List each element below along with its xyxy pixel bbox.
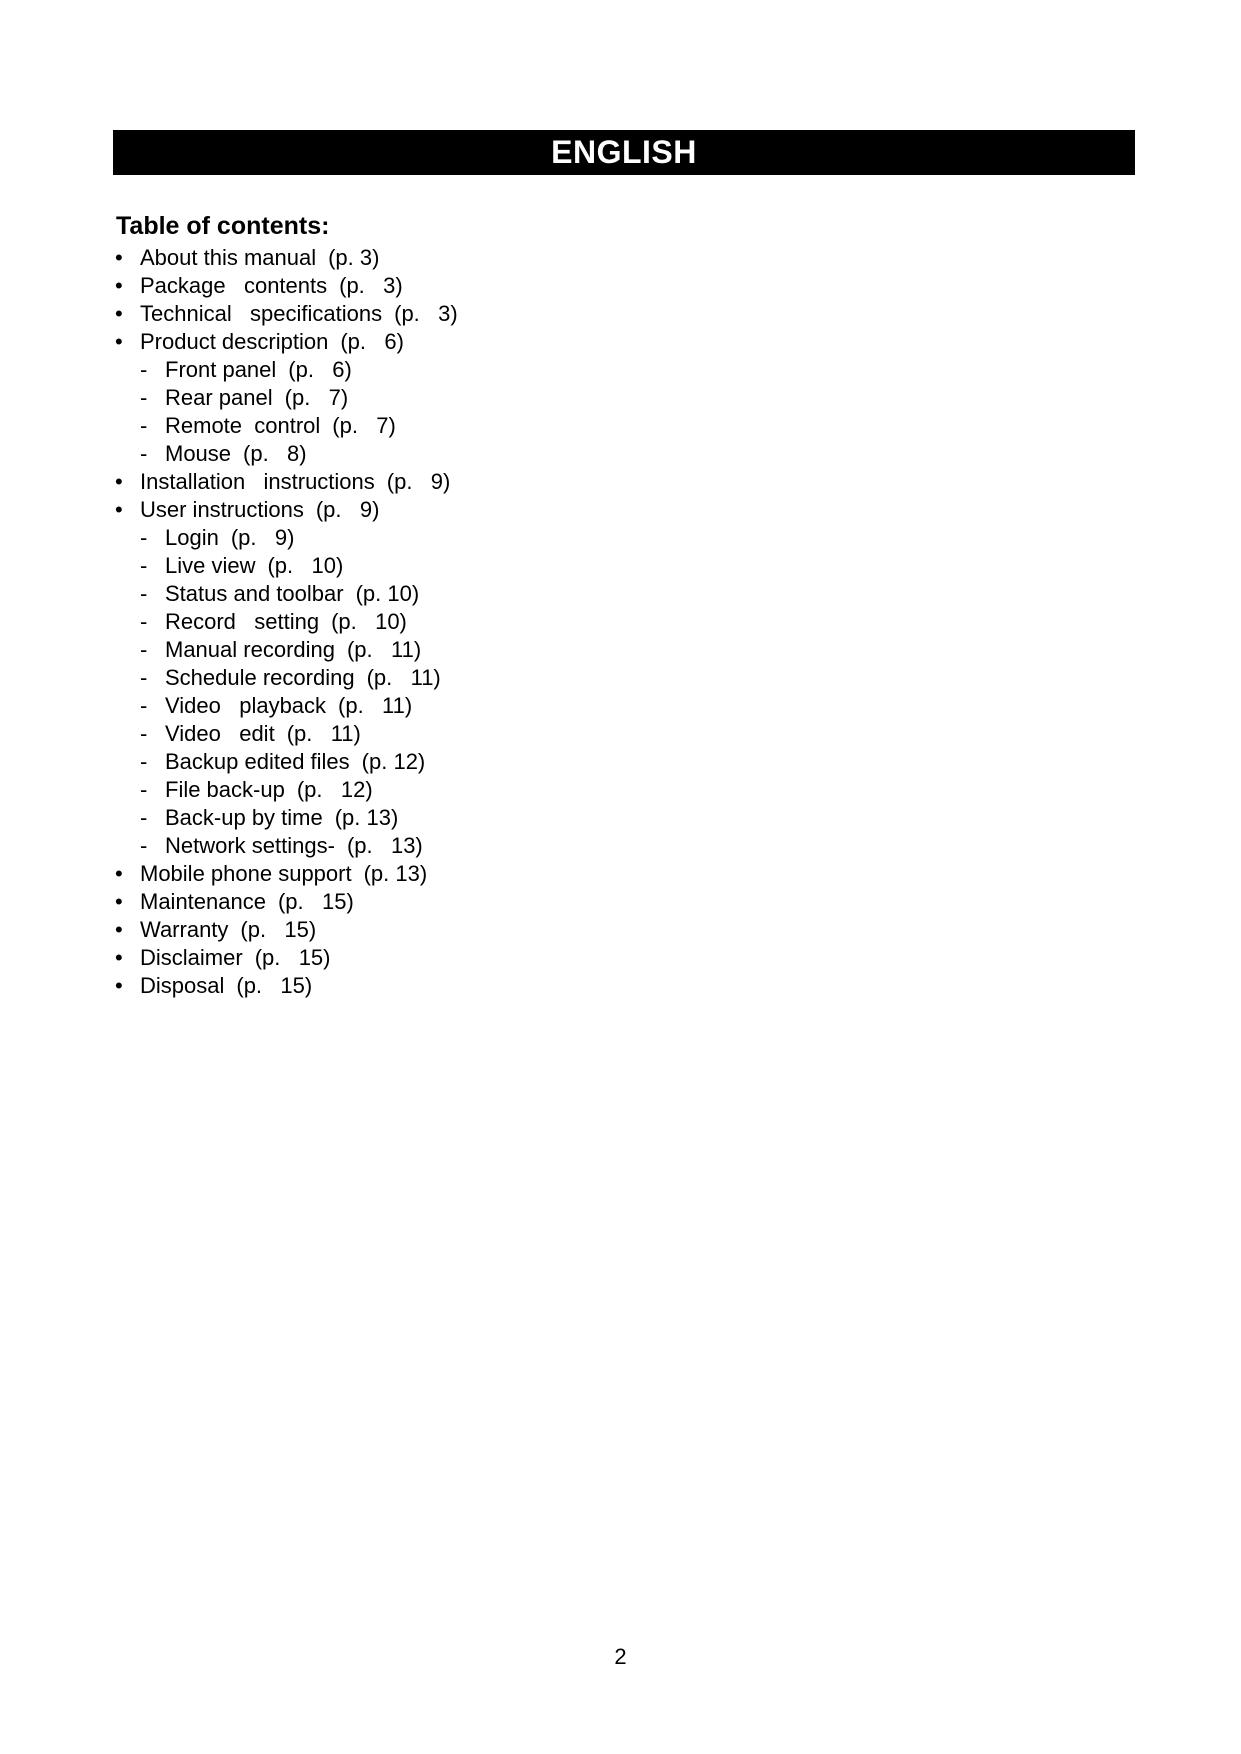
toc-entry-title: Manual recording: [165, 637, 335, 662]
toc-entry-page: (p. 10): [267, 553, 344, 578]
toc-entry-page: (p. 13): [363, 861, 428, 886]
toc-entry-remote-control: [115, 412, 458, 440]
dash-marker: -: [140, 693, 148, 718]
toc-entry-page: (p. 3): [328, 245, 380, 270]
toc-entry-page: (p. 9): [315, 497, 380, 522]
toc-entry-title: Front panel: [165, 357, 277, 382]
toc-entry-title: Back-up by time: [165, 805, 323, 830]
toc-entry-title: About this manual: [140, 245, 317, 270]
language-label: ENGLISH: [551, 134, 697, 170]
toc-entry-title: Status and toolbar: [165, 581, 344, 606]
dash-marker: -: [140, 441, 148, 466]
toc-entry-page: (p. 3): [339, 273, 403, 298]
dash-marker: -: [140, 357, 148, 382]
toc-entry-login: [115, 524, 458, 552]
dash-marker: -: [140, 721, 148, 746]
toc-entry-status-and-toolbar: [115, 580, 458, 608]
toc-entry-title: Video playback: [165, 693, 327, 718]
toc-entry-title: Warranty: [140, 917, 229, 942]
bullet-marker: •: [115, 497, 123, 522]
toc-entry-mouse: [115, 440, 458, 468]
bullet-marker: •: [115, 973, 123, 998]
toc-entry-front-panel: [115, 356, 458, 384]
toc-entry-page: (p. 15): [277, 889, 354, 914]
toc-entry-page: (p. 11): [366, 665, 441, 690]
toc-entry-page: (p. 11): [338, 693, 413, 718]
toc-entry-page: (p. 13): [346, 833, 423, 858]
language-banner: [113, 130, 1135, 175]
toc-entry-page: (p. 15): [254, 945, 331, 970]
page-number: 2: [614, 1644, 627, 1669]
toc-entry-title: Maintenance: [140, 889, 266, 914]
toc-entry-title: Schedule recording: [165, 665, 355, 690]
toc-entry-live-view: [115, 552, 458, 580]
toc-entry-manual-recording: [115, 636, 458, 664]
toc-entry-maintenance: [115, 888, 458, 916]
toc-entry-record-setting: [115, 608, 458, 636]
toc-entry-page: (p. 10): [355, 581, 420, 606]
toc-entry-back-up-by-time: [115, 804, 458, 832]
toc-entry-title: Mobile phone support: [140, 861, 352, 886]
toc-entry-disclaimer: [115, 944, 458, 972]
dash-marker: -: [140, 385, 148, 410]
dash-marker: -: [140, 609, 148, 634]
toc-entry-schedule-recording: [115, 664, 458, 692]
toc-entry-page: (p. 9): [386, 469, 451, 494]
toc-entry-page: (p. 11): [346, 637, 422, 662]
toc-entry-user-instructions: [115, 496, 458, 524]
toc-entry-title: Disclaimer: [140, 945, 243, 970]
toc-entry-title: Live view: [165, 553, 256, 578]
dash-marker: -: [140, 805, 148, 830]
bullet-marker: •: [115, 329, 123, 354]
bullet-marker: •: [115, 301, 123, 326]
bullet-marker: •: [115, 945, 123, 970]
toc-entry-title: File back-up: [165, 777, 285, 802]
bullet-marker: •: [115, 889, 123, 914]
toc-entry-page: (p. 7): [332, 413, 396, 438]
dash-marker: -: [140, 777, 148, 802]
toc-entry-file-back-up: [115, 776, 458, 804]
dash-marker: -: [140, 833, 148, 858]
toc-entry-title: Disposal: [140, 973, 225, 998]
bullet-marker: •: [115, 469, 123, 494]
toc-entry-network-settings: [115, 832, 458, 860]
toc-entry-title: Technical specifications: [140, 301, 383, 326]
toc-entry-title: User instructions: [140, 497, 304, 522]
toc-list: [115, 244, 458, 1000]
toc-entry-page: (p. 8): [243, 441, 307, 466]
toc-entry-title: Backup edited files: [165, 749, 350, 774]
toc-entry-title: Record setting: [165, 609, 320, 634]
toc-entry-technical-specifications: [115, 300, 458, 328]
toc-entry-package-contents: [115, 272, 458, 300]
toc-heading: Table of contents:: [116, 212, 330, 240]
dash-marker: -: [140, 553, 148, 578]
toc-entry-page: (p. 11): [286, 721, 361, 746]
toc-entry-title: Video edit: [165, 721, 275, 746]
toc-entry-page: (p. 6): [288, 357, 352, 382]
toc-entry-title: Package contents: [140, 273, 328, 298]
dash-marker: -: [140, 665, 148, 690]
toc-entry-installation-instructions: [115, 468, 458, 496]
dash-marker: -: [140, 637, 148, 662]
toc-entry-backup-edited-files: [115, 748, 458, 776]
toc-entry-page: (p. 15): [236, 973, 313, 998]
toc-entry-video-edit: [115, 720, 458, 748]
toc-entry-title: Remote control: [165, 413, 321, 438]
toc-entry-product-description: [115, 328, 458, 356]
toc-entry-disposal: [115, 972, 458, 1000]
dash-marker: -: [140, 749, 148, 774]
toc-entry-warranty: [115, 916, 458, 944]
toc-entry-page: (p. 3): [394, 301, 458, 326]
toc-entry-page: (p. 10): [331, 609, 407, 634]
dash-marker: -: [140, 413, 148, 438]
dash-marker: -: [140, 581, 148, 606]
toc-entry-rear-panel: [115, 384, 458, 412]
toc-entry-page: (p. 12): [296, 777, 373, 802]
toc-entry-title: Network settings-: [165, 833, 335, 858]
toc-entry-video-playback: [115, 692, 458, 720]
toc-entry-title: Installation instructions: [140, 469, 375, 494]
toc-entry-about-this-manual: [115, 244, 458, 272]
toc-entry-page: (p. 9): [230, 525, 295, 550]
toc-entry-title: Login: [165, 525, 219, 550]
bullet-marker: •: [115, 917, 123, 942]
bullet-marker: •: [115, 245, 123, 270]
toc-entry-title: Mouse: [165, 441, 232, 466]
bullet-marker: •: [115, 273, 123, 298]
toc-entry-mobile-phone-support: [115, 860, 458, 888]
toc-entry-page: (p. 15): [240, 917, 317, 942]
dash-marker: -: [140, 525, 148, 550]
toc-entry-page: (p. 12): [361, 749, 426, 774]
bullet-marker: •: [115, 861, 123, 886]
toc-entry-title: Product description: [140, 329, 329, 354]
toc-entry-title: Rear panel: [165, 385, 273, 410]
toc-entry-page: (p. 7): [284, 385, 349, 410]
toc-entry-page: (p. 13): [334, 805, 399, 830]
toc-entry-page: (p. 6): [340, 329, 404, 354]
